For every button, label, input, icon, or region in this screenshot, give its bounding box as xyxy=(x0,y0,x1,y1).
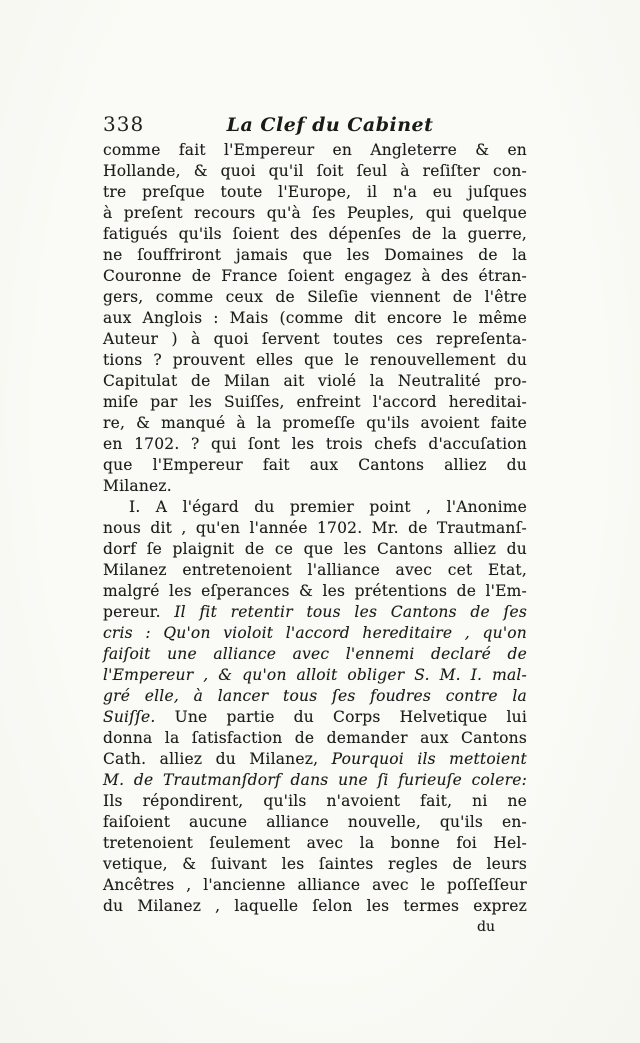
text-line: Milanez entretenoient l'alliance avec cet Etat, xyxy=(103,561,527,579)
text-line: comme fait l'Empereur en Angleterre & en xyxy=(103,141,527,159)
text-line: dorf ſe plaignit de ce que les Cantons alliez du xyxy=(103,540,527,558)
text-line: faiſoient aucune alliance nouvelle, qu'ils en- xyxy=(103,813,527,831)
text-line: re, & manqué à la promeſſe qu'ils avoient faite xyxy=(103,414,527,432)
text-line: aux Anglois : Mais (comme dit encore le même xyxy=(103,309,527,327)
text-line: l'Empereur , & qu'on alloit obliger S. M. I. mal- xyxy=(103,666,527,684)
page-number: 338 xyxy=(103,112,145,136)
text-line: ne ſouffriront jamais que les Domaines de la xyxy=(103,246,527,264)
text-line: Milanez. xyxy=(103,477,172,495)
text-line: vetique, & ſuivant les ſaintes regles de leurs xyxy=(103,855,527,873)
text-line: Auteur ) à quoi ſervent toutes ces repreſenta- xyxy=(103,330,527,348)
text-line: miſe par les Suiſſes, enfreint l'accord hereditai- xyxy=(103,393,527,411)
text-line: Suiſſe. Une partie du Corps Helvetique lui xyxy=(103,708,527,726)
catchword: du xyxy=(477,919,495,935)
text-line: tre preſque toute l'Europe, il n'a eu juſques xyxy=(103,183,527,201)
text-line: Couronne de France ſoient engagez à des étran- xyxy=(103,267,527,285)
text-line: cris : Qu'on violoit l'accord hereditaire , qu'on xyxy=(103,624,527,642)
text-line: Ancêtres , l'ancienne alliance avec le poſſeſſeur xyxy=(103,876,527,894)
text-line: Capitulat de Milan ait violé la Neutralité pro- xyxy=(103,372,527,390)
text-line: tretenoient ſeulement avec la bonne foi Hel- xyxy=(103,834,527,852)
text-line: Cath. alliez du Milanez, Pourquoi ils mettoient xyxy=(103,750,527,768)
running-title: La Clef du Cabinet xyxy=(226,114,434,136)
text-line: M. de Trautmanſdorf dans une ſi furieuſe colere: xyxy=(103,771,527,789)
text-line: du Milanez , laquelle ſelon les termes exprez xyxy=(103,897,527,915)
text-line: faiſoit une alliance avec l'ennemi declaré de xyxy=(103,645,527,663)
text-line: fatigués qu'ils ſoient des dépenſes de la guerre, xyxy=(103,225,527,243)
text-line: gers, comme ceux de Sileſie viennent de l'être xyxy=(103,288,527,306)
text-line: Hollande, & quoi qu'il ſoit ſeul à reſiſter con- xyxy=(103,162,527,180)
text-line: tions ? prouvent elles que le renouvellement du xyxy=(103,351,527,369)
text-block xyxy=(103,140,527,917)
text-column xyxy=(103,112,527,935)
text-line: Ils répondirent, qu'ils n'avoient fait, ni ne xyxy=(103,792,527,810)
page-header xyxy=(103,112,527,138)
text-line: en 1702. ? qui ſont les trois chefs d'accuſation xyxy=(103,435,527,453)
text-line: gré elle, à lancer tous ſes foudres contre la xyxy=(103,687,527,705)
text-line: I. A l'égard du premier point , l'Anonime xyxy=(129,498,527,516)
text-line: pereur. Il fit retentir tous les Cantons de ſes xyxy=(103,603,527,621)
text-line: donna la ſatisfaction de demander aux Cantons xyxy=(103,729,527,747)
text-line: malgré les eſperances & les prétentions de l'Em- xyxy=(103,582,527,600)
text-line: nous dit , qu'en l'année 1702. Mr. de Trautmanſ- xyxy=(103,519,527,537)
text-line: que l'Empereur fait aux Cantons alliez du xyxy=(103,456,527,474)
text-line: à preſent recours qu'à ſes Peuples, qui quelque xyxy=(103,204,527,222)
